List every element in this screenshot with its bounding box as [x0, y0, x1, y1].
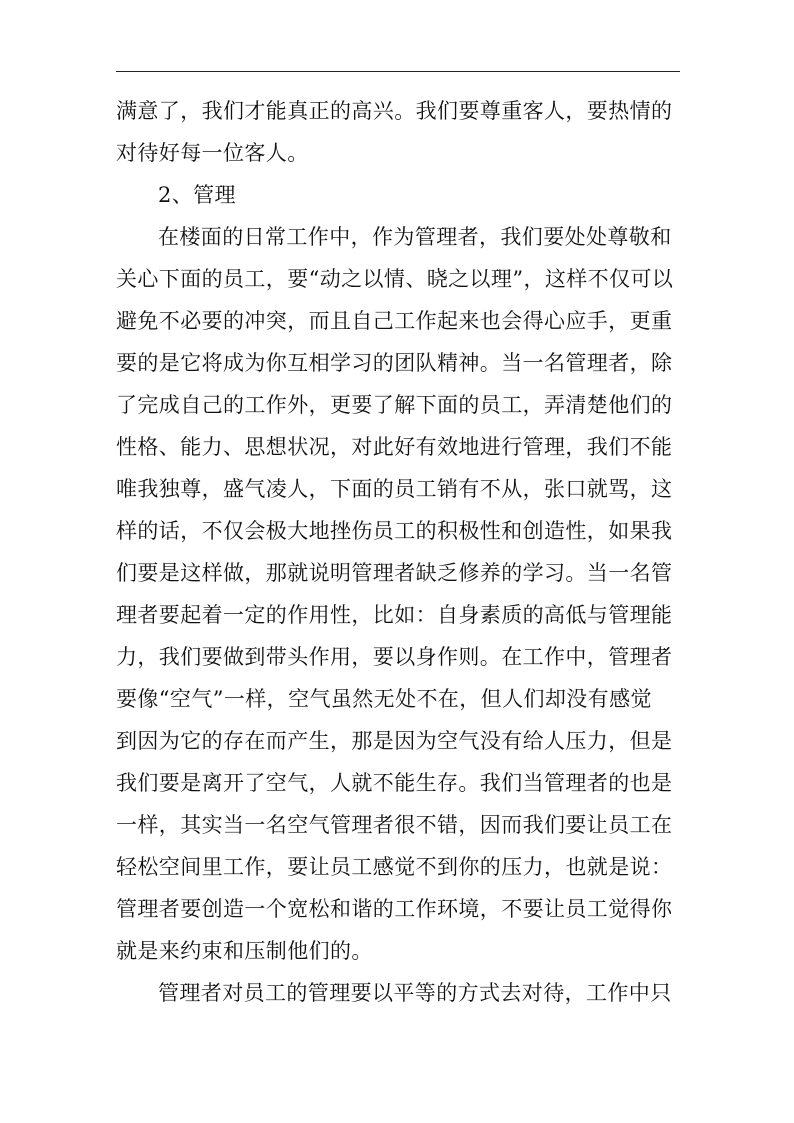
text-line: 管理者要创造一个宽松和谐的工作环境，不要让员工觉得你 [116, 897, 673, 921]
text-line: 我们要是离开了空气，人就不能生存。我们当管理者的也是 [116, 771, 673, 795]
text-line: 唯我独尊，盛气凌人，下面的员工销有不从，张口就骂，这 [116, 477, 673, 501]
text-line: 了完成自己的工作外，更要了解下面的员工，弄清楚他们的 [116, 393, 673, 417]
text-line: 避免不必要的冲突，而且自己工作起来也会得心应手，更重 [116, 309, 673, 333]
text-line: 到因为它的存在而产生，那是因为空气没有给人压力，但是 [116, 729, 673, 753]
text-line: 要像“空气”一样，空气虽然无处不在，但人们却没有感觉 [116, 687, 652, 711]
text-line: 样的话，不仅会极大地挫伤员工的积极性和创造性，如果我 [116, 519, 673, 543]
text-line: 一样，其实当一名空气管理者很不错，因而我们要让员工在 [116, 813, 673, 837]
text-line: 轻松空间里工作，要让员工感觉不到你的压力，也就是说： [116, 855, 673, 879]
text-line: 们要是这样做，那就说明管理者缺乏修养的学习。当一名管 [116, 561, 673, 585]
text-line: 满意了，我们才能真正的高兴。我们要尊重客人，要热情的 [116, 99, 673, 123]
text-line: 对待好每一位客人。 [116, 141, 309, 165]
paragraph-first-line: 管理者对员工的管理要以平等的方式去对待，工作中只 [158, 981, 672, 1005]
text-line: 就是来约束和压制他们的。 [116, 939, 373, 963]
section-heading: 2、管理 [158, 183, 236, 207]
text-line: 性格、能力、思想状况，对此好有效地进行管理，我们不能 [116, 435, 673, 459]
text-line: 关心下面的员工，要“动之以情、晓之以理”，这样不仅可以 [116, 267, 674, 291]
text-line: 力，我们要做到带头作用，要以身作则。在工作中，管理者 [116, 645, 673, 669]
header-rule [116, 71, 680, 72]
paragraph-first-line: 在楼面的日常工作中，作为管理者，我们要处处尊敬和 [158, 225, 672, 249]
text-line: 要的是它将成为你互相学习的团队精神。当一名管理者，除 [116, 351, 673, 375]
text-line: 理者要起着一定的作用性，比如：自身素质的高低与管理能 [116, 603, 673, 627]
